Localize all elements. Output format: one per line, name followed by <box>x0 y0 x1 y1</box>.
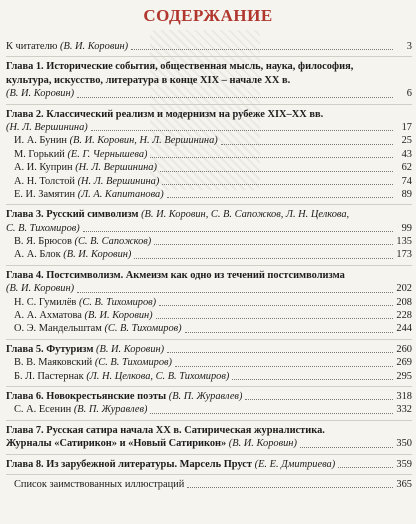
entry-author: (В. И. Коровин, С. В. Сапожков, Л. Н. Целкова, <box>141 209 350 221</box>
dot-leader <box>338 467 393 468</box>
toc-entry[interactable] <box>6 390 412 403</box>
entry-title: В. Я. Брюсов <box>14 236 75 248</box>
entry-title: А. А. Блок <box>14 249 64 261</box>
entry-title: С. А. Есенин <box>14 404 74 416</box>
table-of-contents <box>6 40 412 491</box>
chapter-title: Глава 7. Русская сатира начала XX в. Сатирическая журналистика. <box>6 424 325 436</box>
page-number: 3 <box>406 40 412 52</box>
entry-title: О. Э. Мандельштам <box>14 323 105 335</box>
toc-entry[interactable] <box>6 40 412 53</box>
toc-entry-text <box>6 74 396 87</box>
toc-entry-text <box>6 343 164 356</box>
section-divider <box>6 454 412 455</box>
entry-title: М. Горький <box>14 148 68 160</box>
dot-leader <box>162 184 393 185</box>
section-divider <box>6 204 412 205</box>
toc-entry[interactable] <box>6 108 412 121</box>
toc-entry-text <box>14 403 147 416</box>
entry-author: (В. И. Коровин) <box>6 283 75 295</box>
toc-entry-text <box>6 121 88 134</box>
toc-entry[interactable] <box>6 269 412 282</box>
entry-author: (С. В. Тихомиров) <box>78 296 157 308</box>
page-number: 318 <box>396 390 412 402</box>
toc-entry[interactable] <box>6 322 412 335</box>
entry-title: Н. С. Гумилёв <box>14 296 79 308</box>
toc-entry-text <box>6 108 396 121</box>
entry-author: (В. И. Коровин) <box>84 310 153 322</box>
toc-entry[interactable] <box>6 424 412 437</box>
page-number: 89 <box>401 188 412 200</box>
dot-leader <box>154 244 393 245</box>
entry-author: (С. В. Тихомиров) <box>104 323 182 335</box>
toc-entry-text <box>6 60 396 73</box>
entry-author: С. В. Тихомиров) <box>6 222 80 234</box>
page-title: СОДЕРЖАНИЕ <box>143 6 273 25</box>
toc-entry[interactable] <box>6 121 412 134</box>
entry-author: (Е. Е. Дмитриева) <box>254 458 336 470</box>
toc-entry-text <box>14 478 184 491</box>
page-number: 365 <box>396 478 412 490</box>
entry-author: (Е. Г. Чернышева) <box>67 148 148 160</box>
toc-entry-text <box>6 437 297 450</box>
section-divider <box>6 339 412 340</box>
toc-entry-text <box>14 370 229 383</box>
toc-entry[interactable] <box>6 60 412 73</box>
dot-leader <box>131 49 393 50</box>
entry-author: (В. И. Коровин) <box>60 40 129 52</box>
toc-entry[interactable] <box>6 208 412 221</box>
page-number: 17 <box>401 121 412 133</box>
chapter-title: культура, искусство, литература в конце XIX – начале XX в. <box>6 74 291 86</box>
chapter-title: Глава 6. Новокрестьянские поэты <box>6 390 169 402</box>
entry-title: В. В. Маяковский <box>14 357 95 369</box>
page-number: 228 <box>396 310 412 322</box>
toc-entry[interactable] <box>6 356 412 369</box>
toc-entry[interactable] <box>6 343 412 356</box>
entry-author: (Н. Л. Вершинина) <box>6 121 88 133</box>
page-number: 135 <box>396 236 412 248</box>
page-number: 350 <box>396 438 412 450</box>
entry-title: А. Н. Толстой <box>14 175 78 187</box>
toc-entry-text <box>14 175 159 188</box>
dot-leader <box>300 447 393 448</box>
entry-author: (Н. Л. Вершинина) <box>77 175 160 187</box>
toc-entry-text <box>6 40 128 53</box>
entry-title: А. А. Ахматова <box>14 310 85 322</box>
page-number: 202 <box>396 283 412 295</box>
section-divider <box>6 104 412 105</box>
page-number: 332 <box>396 404 412 416</box>
section-divider <box>6 474 412 475</box>
entry-author: (Л. Н. Целкова, С. В. Тихомиров) <box>86 370 230 382</box>
entry-title: К читателю <box>6 40 61 52</box>
dot-leader <box>175 366 393 367</box>
toc-entry-text <box>6 458 335 471</box>
toc-entry-text <box>6 282 74 295</box>
toc-entry[interactable] <box>6 478 412 491</box>
page-number: 6 <box>406 88 412 100</box>
chapter-title: Глава 4. Постсимволизм. Акмеизм как одно из течений постсимволизма <box>6 269 345 281</box>
toc-entry[interactable] <box>6 282 412 295</box>
entry-author: (В. И. Коровин, Н. Л. Вершинина) <box>69 135 218 147</box>
dot-leader <box>167 197 393 198</box>
chapter-title: Журналы «Сатирикон» и «Новый Сатирикон» <box>6 438 229 450</box>
dot-leader <box>221 144 393 145</box>
toc-entry[interactable] <box>6 188 412 201</box>
toc-entry[interactable] <box>6 370 412 383</box>
page-number: 74 <box>401 175 412 187</box>
chapter-title: Глава 3. Русский символизм <box>6 209 142 221</box>
toc-entry[interactable] <box>6 222 412 235</box>
entry-title: И. А. Бунин <box>14 135 70 147</box>
toc-entry-text <box>6 424 396 437</box>
entry-title: А. И. Куприн <box>14 162 76 174</box>
dot-leader <box>134 258 393 259</box>
dot-leader <box>150 157 393 158</box>
toc-entry[interactable] <box>6 248 412 261</box>
toc-entry-text <box>14 356 172 369</box>
entry-author: (В. И. Коровин) <box>228 438 297 450</box>
dot-leader <box>83 231 393 232</box>
toc-entry-text <box>6 87 74 100</box>
toc-entry-text <box>14 134 218 147</box>
chapter-title: Глава 2. Классический реализм и модернизм на рубеже XIX–XX вв. <box>6 108 324 120</box>
dot-leader <box>150 413 393 414</box>
toc-entry-text <box>14 148 147 161</box>
toc-entry[interactable] <box>6 458 412 471</box>
toc-entry[interactable] <box>6 296 412 309</box>
entry-title: Список заимствованных иллюстраций <box>14 478 185 490</box>
toc-entry[interactable] <box>6 403 412 416</box>
entry-author: (Л. А. Капитанова) <box>77 188 164 200</box>
page-number: 269 <box>396 357 412 369</box>
toc-entry[interactable] <box>6 175 412 188</box>
entry-author: (В. И. Коровин) <box>6 88 75 100</box>
entry-author: (В. И. Коровин) <box>63 249 132 261</box>
dot-leader <box>91 130 393 131</box>
toc-entry-text <box>14 309 153 322</box>
dot-leader <box>77 97 393 98</box>
toc-entry-text <box>6 390 242 403</box>
toc-entry[interactable] <box>6 235 412 248</box>
toc-entry[interactable] <box>6 134 412 147</box>
chapter-title: Глава 1. Исторические события, общественная мысль, наука, философия, <box>6 61 354 73</box>
toc-entry-text <box>6 208 396 221</box>
section-divider <box>6 265 412 266</box>
toc-entry-text <box>14 235 151 248</box>
page-number: 99 <box>401 222 412 234</box>
dot-leader <box>187 487 393 488</box>
dot-leader <box>245 399 393 400</box>
page-number: 244 <box>396 323 412 335</box>
toc-entry[interactable] <box>6 87 412 100</box>
dot-leader <box>167 352 393 353</box>
page-number: 25 <box>401 135 412 147</box>
section-divider <box>6 386 412 387</box>
section-divider <box>6 56 412 57</box>
entry-title: Б. Л. Пастернак <box>14 370 87 382</box>
dot-leader <box>160 171 393 172</box>
toc-entry[interactable] <box>6 309 412 322</box>
page-number: 62 <box>401 162 412 174</box>
dot-leader <box>232 379 393 380</box>
dot-leader <box>159 305 393 306</box>
entry-title: Е. И. Замятин <box>14 188 78 200</box>
entry-author: (С. В. Сапожков) <box>74 236 152 248</box>
toc-entry-text <box>14 296 156 309</box>
toc-entry[interactable] <box>6 161 412 174</box>
toc-entry[interactable] <box>6 74 412 87</box>
toc-entry-text <box>14 161 157 174</box>
section-divider <box>6 420 412 421</box>
dot-leader <box>77 292 393 293</box>
toc-entry-text <box>14 248 131 261</box>
toc-entry[interactable] <box>6 437 412 450</box>
page-number: 295 <box>396 370 412 382</box>
chapter-title: Глава 8. Из зарубежной литературы. Марсель Пруст <box>6 458 255 470</box>
page-number: 208 <box>396 296 412 308</box>
toc-entry-text <box>14 188 164 201</box>
dot-leader <box>156 318 393 319</box>
chapter-title: Глава 5. Футуризм <box>6 343 97 355</box>
entry-author: (В. И. Коровин) <box>96 343 165 355</box>
entry-author: (С. В. Тихомиров) <box>94 357 173 369</box>
page-number: 173 <box>396 249 412 261</box>
toc-entry-text <box>6 269 396 282</box>
entry-author: (В. П. Журавлев) <box>73 404 148 416</box>
entry-author: (Н. Л. Вершинина) <box>75 162 157 174</box>
toc-entry-text <box>6 222 80 235</box>
toc-entry-text <box>14 322 182 335</box>
page-number: 260 <box>396 343 412 355</box>
page-number: 359 <box>396 458 412 470</box>
toc-entry[interactable] <box>6 148 412 161</box>
entry-author: (В. П. Журавлев) <box>168 390 243 402</box>
page-number: 43 <box>401 148 412 160</box>
dot-leader <box>185 332 393 333</box>
